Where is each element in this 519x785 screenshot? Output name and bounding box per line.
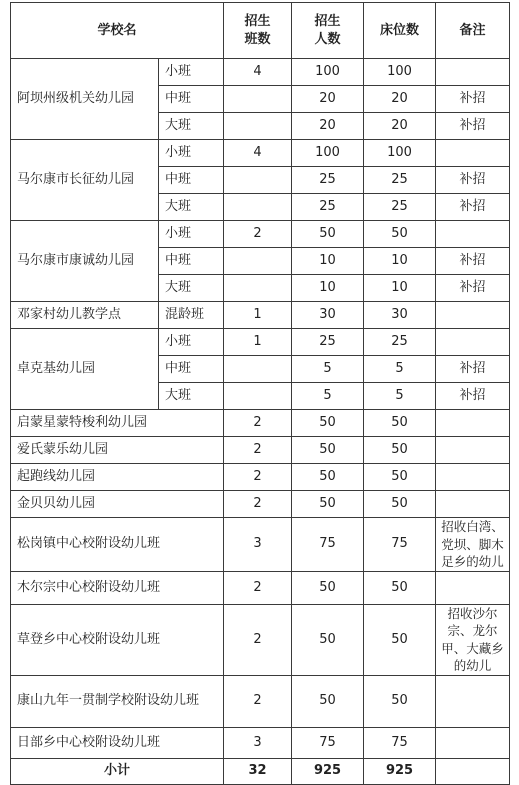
classes xyxy=(224,275,292,302)
classes xyxy=(224,194,292,221)
table-row xyxy=(11,491,510,518)
enroll: 50 xyxy=(292,410,364,437)
table-row xyxy=(11,464,510,491)
classes: 2 xyxy=(224,221,292,248)
beds: 25 xyxy=(364,329,436,356)
grade: 大班 xyxy=(159,113,224,140)
school-name: 爱氏蒙乐幼儿园 xyxy=(11,437,224,464)
beds: 100 xyxy=(364,140,436,167)
school-name: 启蒙星蒙特梭利幼儿园 xyxy=(11,410,224,437)
grade: 中班 xyxy=(159,86,224,113)
classes: 2 xyxy=(224,491,292,518)
beds: 75 xyxy=(364,727,436,758)
school-name: 阿坝州级机关幼儿园 xyxy=(11,59,159,140)
enroll: 50 xyxy=(292,491,364,518)
note: 补招 xyxy=(436,248,510,275)
beds: 20 xyxy=(364,113,436,140)
beds: 10 xyxy=(364,275,436,302)
grade: 混龄班 xyxy=(159,302,224,329)
enroll: 25 xyxy=(292,194,364,221)
enroll: 25 xyxy=(292,167,364,194)
beds: 50 xyxy=(364,571,436,604)
note: 补招 xyxy=(436,167,510,194)
classes xyxy=(224,113,292,140)
note: 招收沙尔宗、龙尔甲、大藏乡的幼儿 xyxy=(436,604,510,675)
grade: 中班 xyxy=(159,167,224,194)
classes: 3 xyxy=(224,727,292,758)
note: 补招 xyxy=(436,383,510,410)
enroll: 100 xyxy=(292,59,364,86)
total-classes: 32 xyxy=(224,758,292,784)
grade: 大班 xyxy=(159,275,224,302)
grade: 小班 xyxy=(159,140,224,167)
enroll: 50 xyxy=(292,221,364,248)
note: 补招 xyxy=(436,113,510,140)
total-note xyxy=(436,758,510,784)
school-name: 邓家村幼儿教学点 xyxy=(11,302,159,329)
note xyxy=(436,727,510,758)
grade: 小班 xyxy=(159,329,224,356)
enroll: 50 xyxy=(292,604,364,675)
school-name: 金贝贝幼儿园 xyxy=(11,491,224,518)
beds: 20 xyxy=(364,86,436,113)
note xyxy=(436,329,510,356)
enroll: 10 xyxy=(292,275,364,302)
beds: 25 xyxy=(364,194,436,221)
note xyxy=(436,491,510,518)
beds: 75 xyxy=(364,518,436,572)
note xyxy=(436,221,510,248)
classes: 4 xyxy=(224,140,292,167)
beds: 30 xyxy=(364,302,436,329)
classes: 4 xyxy=(224,59,292,86)
beds: 25 xyxy=(364,167,436,194)
beds: 100 xyxy=(364,59,436,86)
grade: 中班 xyxy=(159,356,224,383)
note xyxy=(436,437,510,464)
table-row xyxy=(11,604,510,675)
table-row xyxy=(11,221,510,248)
enroll: 50 xyxy=(292,675,364,727)
beds: 50 xyxy=(364,604,436,675)
classes xyxy=(224,248,292,275)
classes: 2 xyxy=(224,675,292,727)
enroll: 10 xyxy=(292,248,364,275)
table-row xyxy=(11,437,510,464)
classes xyxy=(224,167,292,194)
school-name: 草登乡中心校附设幼儿班 xyxy=(11,604,224,675)
note xyxy=(436,302,510,329)
grade: 小班 xyxy=(159,59,224,86)
table-row xyxy=(11,571,510,604)
header-school: 学校名 xyxy=(11,3,224,59)
grade: 大班 xyxy=(159,194,224,221)
school-name: 松岗镇中心校附设幼儿班 xyxy=(11,518,224,572)
classes: 3 xyxy=(224,518,292,572)
note: 补招 xyxy=(436,86,510,113)
note xyxy=(436,571,510,604)
table-row xyxy=(11,518,510,572)
grade: 小班 xyxy=(159,221,224,248)
enroll: 50 xyxy=(292,464,364,491)
note xyxy=(436,59,510,86)
header-row xyxy=(11,3,510,59)
table-row xyxy=(11,727,510,758)
header-classes: 招生 班数 xyxy=(224,3,292,59)
note xyxy=(436,410,510,437)
grade: 大班 xyxy=(159,383,224,410)
beds: 10 xyxy=(364,248,436,275)
school-name: 木尔宗中心校附设幼儿班 xyxy=(11,571,224,604)
school-name: 马尔康市康诚幼儿园 xyxy=(11,221,159,302)
total-row xyxy=(11,758,510,784)
school-name: 康山九年一贯制学校附设幼儿班 xyxy=(11,675,224,727)
table-row xyxy=(11,59,510,86)
enroll: 75 xyxy=(292,727,364,758)
beds: 5 xyxy=(364,383,436,410)
header-enroll: 招生 人数 xyxy=(292,3,364,59)
beds: 50 xyxy=(364,410,436,437)
total-label: 小计 xyxy=(11,758,224,784)
enroll: 20 xyxy=(292,86,364,113)
enroll: 50 xyxy=(292,571,364,604)
beds: 50 xyxy=(364,491,436,518)
note: 招收白湾、党坝、脚木足乡的幼儿 xyxy=(436,518,510,572)
total-beds: 925 xyxy=(364,758,436,784)
school-name: 日部乡中心校附设幼儿班 xyxy=(11,727,224,758)
beds: 50 xyxy=(364,437,436,464)
note: 补招 xyxy=(436,356,510,383)
table-row xyxy=(11,329,510,356)
table-row xyxy=(11,140,510,167)
enroll: 5 xyxy=(292,383,364,410)
classes: 2 xyxy=(224,571,292,604)
enroll: 75 xyxy=(292,518,364,572)
enrollment-table xyxy=(10,2,510,785)
classes xyxy=(224,86,292,113)
beds: 50 xyxy=(364,675,436,727)
table-row xyxy=(11,410,510,437)
table-row xyxy=(11,302,510,329)
beds: 50 xyxy=(364,464,436,491)
classes: 2 xyxy=(224,464,292,491)
school-name: 卓克基幼儿园 xyxy=(11,329,159,410)
enroll: 30 xyxy=(292,302,364,329)
table-row xyxy=(11,675,510,727)
classes xyxy=(224,383,292,410)
school-name: 起跑线幼儿园 xyxy=(11,464,224,491)
enroll: 25 xyxy=(292,329,364,356)
grade: 中班 xyxy=(159,248,224,275)
school-name: 马尔康市长征幼儿园 xyxy=(11,140,159,221)
note: 补招 xyxy=(436,194,510,221)
classes: 1 xyxy=(224,329,292,356)
classes: 2 xyxy=(224,410,292,437)
classes: 1 xyxy=(224,302,292,329)
beds: 50 xyxy=(364,221,436,248)
beds: 5 xyxy=(364,356,436,383)
note xyxy=(436,675,510,727)
enroll: 20 xyxy=(292,113,364,140)
enroll: 100 xyxy=(292,140,364,167)
note: 补招 xyxy=(436,275,510,302)
classes xyxy=(224,356,292,383)
note xyxy=(436,464,510,491)
total-enroll: 925 xyxy=(292,758,364,784)
classes: 2 xyxy=(224,437,292,464)
header-beds: 床位数 xyxy=(364,3,436,59)
enroll: 50 xyxy=(292,437,364,464)
enroll: 5 xyxy=(292,356,364,383)
note xyxy=(436,140,510,167)
header-notes: 备注 xyxy=(436,3,510,59)
classes: 2 xyxy=(224,604,292,675)
